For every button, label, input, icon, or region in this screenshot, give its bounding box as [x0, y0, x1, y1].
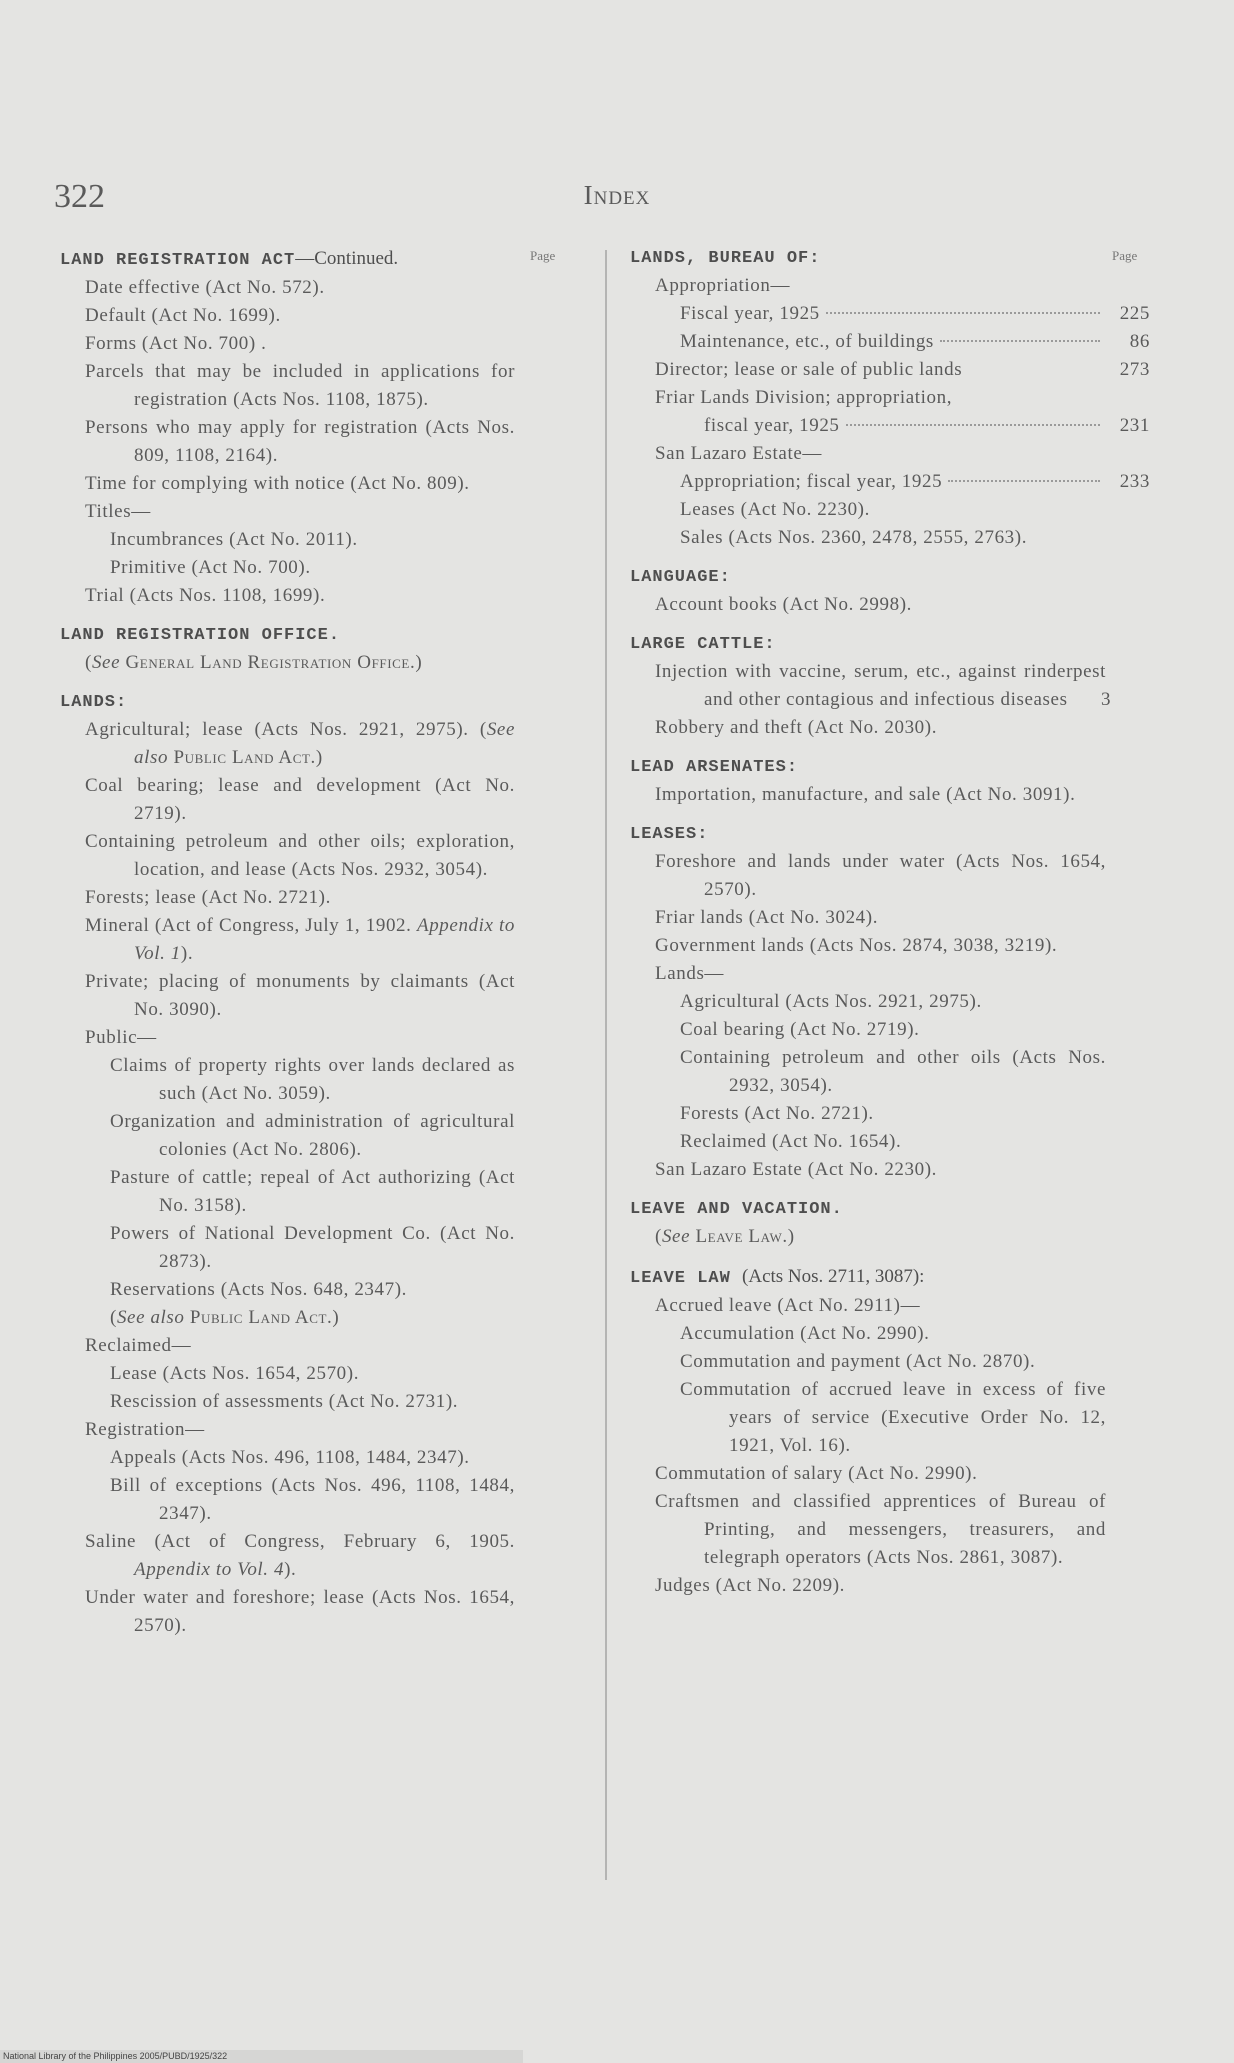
- index-entry: Mineral (Act of Congress, July 1, 1902. Appendix to Vol. 1).: [85, 915, 516, 964]
- index-entry: Forests (Act No. 2721).: [680, 1103, 874, 1124]
- index-entry: Account books (Act No. 2998).: [655, 594, 912, 615]
- index-entry: Persons who may apply for registration (Acts Nos. 809, 1108, 2164).: [85, 417, 515, 466]
- index-entry: Registration—: [85, 1419, 205, 1440]
- index-entry: Judges (Act No. 2209).: [655, 1575, 845, 1596]
- index-entry: Bill of exceptions (Acts Nos. 496, 1108, 1484, 2347).: [110, 1475, 515, 1524]
- index-entry: Trial (Acts Nos. 1108, 1699).: [85, 585, 326, 606]
- index-entry: Commutation of salary (Act No. 2990).: [655, 1463, 978, 1484]
- index-entry: Friar lands (Act No. 3024).: [655, 907, 879, 928]
- index-heading: LAND REGISTRATION ACT—Continued.: [60, 248, 399, 270]
- index-entry: Friar Lands Division; appropriation,: [655, 387, 953, 408]
- index-cross-reference: (See also Public Land Act.): [110, 1307, 340, 1328]
- index-entry: Organization and administration of agricultural colonies (Act No. 2806).: [110, 1111, 515, 1160]
- index-entry: Appropriation; fiscal year, 1925 233: [630, 468, 1150, 496]
- index-entry: Primitive (Act No. 700).: [110, 557, 311, 578]
- index-entry: Government lands (Acts Nos. 2874, 3038, 3219).: [655, 935, 1058, 956]
- index-heading: LAND REGISTRATION OFFICE.: [60, 626, 341, 645]
- index-entry: Director; lease or sale of public lands 273: [630, 356, 1150, 384]
- leader-dots: [846, 424, 1100, 426]
- index-entry: Importation, manufacture, and sale (Act No. 3091).: [655, 784, 1076, 805]
- right-column: [630, 245, 1150, 1600]
- page-ref: 273: [1119, 359, 1150, 380]
- index-entry: Powers of National Development Co. (Act No. 2873).: [110, 1223, 515, 1272]
- index-heading: LEAVE LAW (Acts Nos. 2711, 3087):: [630, 1266, 925, 1288]
- index-entry: Pasture of cattle; repeal of Act authorizing (Act No. 3158).: [110, 1167, 515, 1216]
- index-entry: Injection with vaccine, serum, etc., against rinderpest and other contagious and infectious diseases 3: [655, 661, 1112, 710]
- index-entry: Commutation and payment (Act No. 2870).: [680, 1351, 1036, 1372]
- index-heading: LEAD ARSENATES:: [630, 758, 799, 777]
- index-entry: Craftsmen and classified apprentices of Bureau of Printing, and messengers, treasurers, and telegraph operators (Acts Nos. 2861, 3087).: [655, 1491, 1106, 1568]
- index-entry: Forms (Act No. 700) .: [85, 333, 267, 354]
- index-entry: Containing petroleum and other oils (Acts Nos. 2932, 3054).: [680, 1047, 1106, 1096]
- index-entry: Lands—: [655, 963, 725, 984]
- index-entry: Coal bearing; lease and development (Act No. 2719).: [85, 775, 515, 824]
- index-entry: Sales (Acts Nos. 2360, 2478, 2555, 2763).: [680, 527, 1028, 548]
- index-entry: Default (Act No. 1699).: [85, 305, 281, 326]
- index-entry: Accumulation (Act No. 2990).: [680, 1323, 930, 1344]
- index-entry: Containing petroleum and other oils; exploration, location, and lease (Acts Nos. 2932, 3054).: [85, 831, 515, 880]
- index-entry: Reservations (Acts Nos. 648, 2347).: [110, 1279, 407, 1300]
- page-column-label-right: Page: [1112, 248, 1138, 263]
- index-entry: Reclaimed (Act No. 1654).: [680, 1131, 902, 1152]
- index-entry: Reclaimed—: [85, 1335, 192, 1356]
- index-heading: LANDS, BUREAU OF:: [630, 249, 821, 268]
- index-entry: Fiscal year, 1925 225: [630, 300, 1150, 328]
- index-entry: Saline (Act of Congress, February 6, 1905. Appendix to Vol. 4).: [85, 1531, 515, 1580]
- index-entry: Robbery and theft (Act No. 2030).: [655, 717, 938, 738]
- index-entry: Foreshore and lands under water (Acts Nos. 1654, 2570).: [655, 851, 1106, 900]
- leader-dots: [940, 340, 1100, 342]
- index-entry: San Lazaro Estate—: [655, 443, 822, 464]
- index-heading: LANDS:: [60, 693, 128, 712]
- index-entry: Agricultural (Acts Nos. 2921, 2975).: [680, 991, 982, 1012]
- index-entry: Date effective (Act No. 572).: [85, 277, 325, 298]
- index-entry: Claims of property rights over lands declared as such (Act No. 3059).: [110, 1055, 515, 1104]
- page-ref: 225: [1119, 303, 1150, 324]
- index-entry: Public—: [85, 1027, 157, 1048]
- index-heading: LEAVE AND VACATION.: [630, 1200, 843, 1219]
- index-heading: LEASES:: [630, 825, 709, 844]
- index-entry: Lease (Acts Nos. 1654, 2570).: [110, 1363, 360, 1384]
- page-number: 322: [54, 178, 105, 215]
- page-ref: 86: [1129, 331, 1150, 352]
- index-entry: Forests; lease (Act No. 2721).: [85, 887, 331, 908]
- left-column: [60, 245, 515, 1640]
- index-entry: San Lazaro Estate (Act No. 2230).: [655, 1159, 938, 1180]
- index-heading: LARGE CATTLE:: [630, 635, 776, 654]
- running-head: Index: [583, 180, 651, 210]
- index-entry: Leases (Act No. 2230).: [680, 499, 870, 520]
- page-ref: 231: [1119, 415, 1150, 436]
- index-entry: Time for complying with notice (Act No. 809).: [85, 473, 470, 494]
- index-entry: Appeals (Acts Nos. 496, 1108, 1484, 2347).: [110, 1447, 470, 1468]
- index-entry: Agricultural; lease (Acts Nos. 2921, 2975). (See also Public Land Act.): [85, 719, 515, 768]
- page-column-label-left: Page: [530, 248, 556, 263]
- index-entry: Rescission of assessments (Act No. 2731).: [110, 1391, 459, 1412]
- scan-credit: National Library of the Philippines 2005/PUBD/1925/322: [0, 2050, 523, 2063]
- leader-dots: [826, 312, 1100, 314]
- index-entry: Titles—: [85, 501, 151, 522]
- index-entry: Incumbrances (Act No. 2011).: [110, 529, 358, 550]
- column-divider: [605, 250, 607, 1880]
- index-entry: Maintenance, etc., of buildings 86: [630, 328, 1150, 356]
- index-entry: Coal bearing (Act No. 2719).: [680, 1019, 920, 1040]
- index-entry: Appropriation—: [655, 275, 791, 296]
- index-entry: Commutation of accrued leave in excess of five years of service (Executive Order No. 12, 1921, Vol. 16).: [680, 1379, 1106, 1456]
- index-cross-reference: (See Leave Law.): [655, 1226, 795, 1247]
- leader-dots: [948, 480, 1100, 482]
- index-entry: Under water and foreshore; lease (Acts Nos. 1654, 2570).: [85, 1587, 515, 1636]
- page-ref: 233: [1119, 471, 1150, 492]
- index-entry: Private; placing of monuments by claimants (Act No. 3090).: [85, 971, 515, 1020]
- index-entry: fiscal year, 1925 231: [630, 412, 1150, 440]
- index-entry: Parcels that may be included in applications for registration (Acts Nos. 1108, 1875).: [85, 361, 515, 410]
- index-entry: Accrued leave (Act No. 2911)—: [655, 1295, 921, 1316]
- index-cross-reference: (See General Land Registration Office.): [85, 652, 423, 673]
- index-heading: LANGUAGE:: [630, 568, 731, 587]
